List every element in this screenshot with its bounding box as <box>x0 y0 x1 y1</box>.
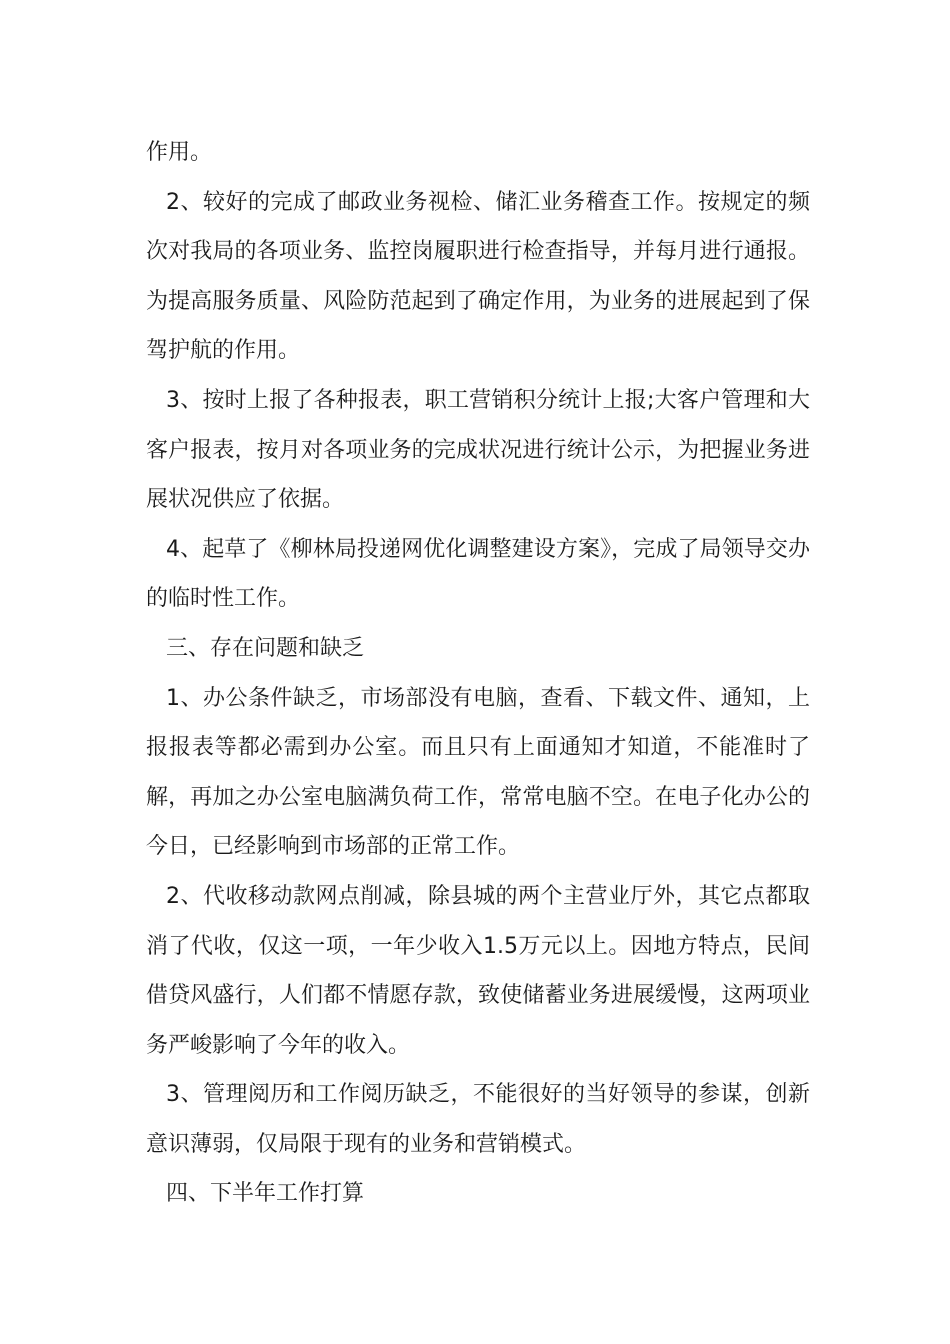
paragraph-problem-2-collection: 2、代收移动款网点削减，除县城的两个主营业厅外，其它点都取消了代收，仅这一项，一年少收入1.5万元以上。因地方特点，民间借贷风盛行，人们都不情愿存款，致使储蓄业务进展缓慢，这两项业务严峻影响了今年的收入。 <box>146 883 810 1058</box>
paragraph-problem-3-experience: 3、管理阅历和工作阅历缺乏，不能很好的当好领导的参谋，创新意识薄弱，仅局限于现有的业务和营销模式。 <box>146 1082 810 1157</box>
section-heading-plan: 四、下半年工作打算 <box>166 1181 365 1207</box>
paragraph-item-2-inspection: 2、较好的完成了邮政业务视检、储汇业务稽查工作。按规定的频次对我局的各项业务、监控岗履职进行检查指导，并每月进行通报。为提高服务质量、风险防范起到了确定作用，为业务的进展起到了保驾护航的作用。 <box>146 189 810 364</box>
paragraph-item-4-drafting: 4、起草了《柳林局投递网优化调整建设方案》，完成了局领导交办的临时性工作。 <box>146 536 810 612</box>
paragraph-problem-1-office: 1、办公条件缺乏，市场部没有电脑，查看、下载文件、通知，上报报表等都必需到办公室。而且只有上面通知才知道，不能准时了解，再加之办公室电脑满负荷工作，常常电脑不空。在电子化办公的今日，已经影响到市场部的正常工作。 <box>146 685 810 860</box>
document-body <box>146 128 810 1219</box>
section-heading-problems: 三、存在问题和缺乏 <box>166 635 365 661</box>
paragraph-continuation: 作用。 <box>146 140 213 165</box>
paragraph-item-3-reports: 3、按时上报了各种报表，职工营销积分统计上报;大客户管理和大客户报表，按月对各项业务的完成状况进行统计公示，为把握业务进展状况供应了依据。 <box>146 387 810 513</box>
